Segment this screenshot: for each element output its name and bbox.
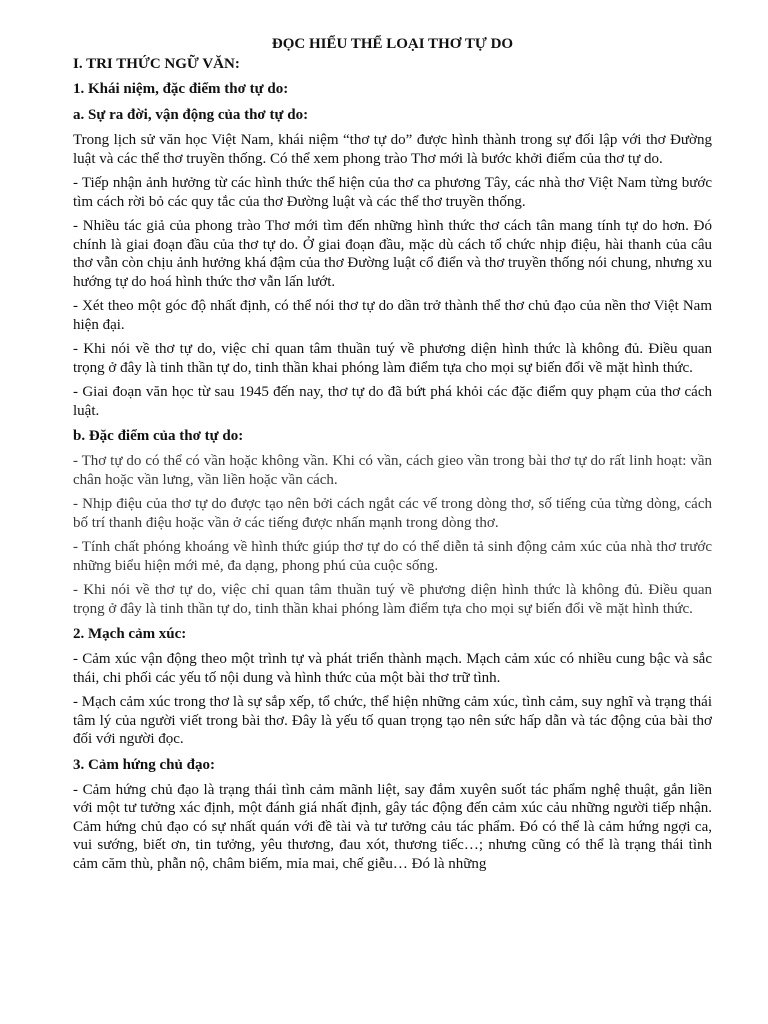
paragraph: - Tiếp nhận ảnh hưởng từ các hình thức thể hiện của thơ ca phương Tây, các nhà thơ Việt Nam từng bước tìm cách rời bỏ các quy tắc của thơ Đường luật và các thể thơ truyền thống. <box>73 175 712 210</box>
document-title: ĐỌC HIỂU THỂ LOẠI THƠ TỰ DO <box>271 36 514 52</box>
paragraph: - Xét theo một góc độ nhất định, có thể nói thơ tự do dần trở thành thể thơ chủ đạo của nền thơ Việt Nam hiện đại. <box>73 298 712 333</box>
paragraph: - Nhịp điệu của thơ tự do được tạo nên bởi cách ngắt các vế trong dòng thơ, số tiếng của từng dòng, cách bố trí thanh điệu hoặc vần ở các tiếng được nhấn mạnh trong dòng thơ. <box>73 496 712 531</box>
heading-emotion-flow: 2. Mạch cảm xúc: <box>73 626 187 642</box>
paragraph: - Khi nói về thơ tự do, việc chỉ quan tâm thuần tuý về phương diện hình thức là không đủ. Điều quan trọng ở đây là tinh thần tự do, tinh thần khai phóng làm điểm tựa cho mọi sự biến đổi về mặt hình thức. <box>73 341 712 376</box>
heading-concept: 1. Khái niệm, đặc điểm thơ tự do: <box>73 81 289 97</box>
paragraph: - Cảm hứng chủ đạo là trạng thái tình cảm mãnh liệt, say đắm xuyên suốt tác phẩm nghệ thuật, gắn liền với một tư tưởng xác định, một đánh giá nhất định, gây tác động đến cảm xúc cảu những người tiếp nhận. Cảm hứng chủ đạo có sự nhất quán với đề tài và tư tưởng cảu tác phẩm. Đó có thể là cảm hứng ngợi ca, vui sướng, biết ơn, tin tưởng, yêu thương, đau xót, thương tiếc…; nhưng cũng có thể là trạng thái tình cảm căm thù, phẫn nộ, châm biếm, mỉa mai, chế giễu… Đó là những <box>73 781 712 872</box>
paragraph: Trong lịch sử văn học Việt Nam, khái niệm “thơ tự do” được hình thành trong sự đối lập với thơ Đường luật và các thể thơ truyền thống. Có thể xem phong trào Thơ mới là bước khởi điểm của thơ tự do. <box>73 132 712 167</box>
heading-features: b. Đặc điểm của thơ tự do: <box>73 428 244 444</box>
paragraph: - Nhiều tác giả của phong trào Thơ mới tìm đến những hình thức thơ cách tân mang tính tự do hơn. Đó chính là giai đoạn đầu của thơ tự do. Ở giai đoạn đầu, mặc dù cách tổ chức nhịp điệu, hài thanh của câu thơ vẫn còn chịu ảnh hưởng khá đậm của thơ Đường luật cổ điển và thơ truyền thống nói chung, nhưng xu hướng tự do hoá hình thức thơ vẫn lấn lướt. <box>73 218 712 290</box>
paragraph: - Mạch cảm xúc trong thơ là sự sắp xếp, tổ chức, thể hiện những cảm xúc, tình cảm, suy nghĩ và trạng thái tâm lý của người viết trong bài thơ. Đây là yếu tố quan trọng tạo nên sức hấp dẫn và tác động của bài thơ đối với người đọc. <box>73 694 712 747</box>
paragraph: - Giai đoạn văn học từ sau 1945 đến nay, thơ tự do đã bứt phá khỏi các đặc điểm quy phạm của thơ cách luật. <box>73 384 712 419</box>
heading-origin: a. Sự ra đời, vận động của thơ tự do: <box>73 107 309 123</box>
paragraph: - Khi nói về thơ tự do, việc chỉ quan tâm thuần tuý về phương diện hình thức là không đủ. Điều quan trọng ở đây là tinh thần tự do, tinh thần khai phóng làm điểm tựa cho mọi sự biến đổi về mặt hình thức. <box>73 582 712 617</box>
paragraph: - Tính chất phóng khoáng về hình thức giúp thơ tự do có thể diễn tả sinh động cảm xúc của nhà thơ trước những biểu hiện mới mẻ, đa dạng, phong phú của cuộc sống. <box>73 539 712 574</box>
paragraph: - Thơ tự do có thể có vần hoặc không vần. Khi có vần, cách gieo vần trong bài thơ tự do rất linh hoạt: vần chân hoặc vần lưng, vần liền hoặc vần cách. <box>73 453 712 488</box>
heading-main-inspiration: 3. Cảm hứng chủ đạo: <box>73 756 215 773</box>
section-heading: I. TRI THỨC NGỮ VĂN: <box>73 56 240 72</box>
paragraph: - Cảm xúc vận động theo một trình tự và phát triển thành mạch. Mạch cảm xúc có nhiều cung bậc và sắc thái, chi phối các yếu tố nội dung và hình thức của một bài thơ trữ tình. <box>73 651 712 686</box>
